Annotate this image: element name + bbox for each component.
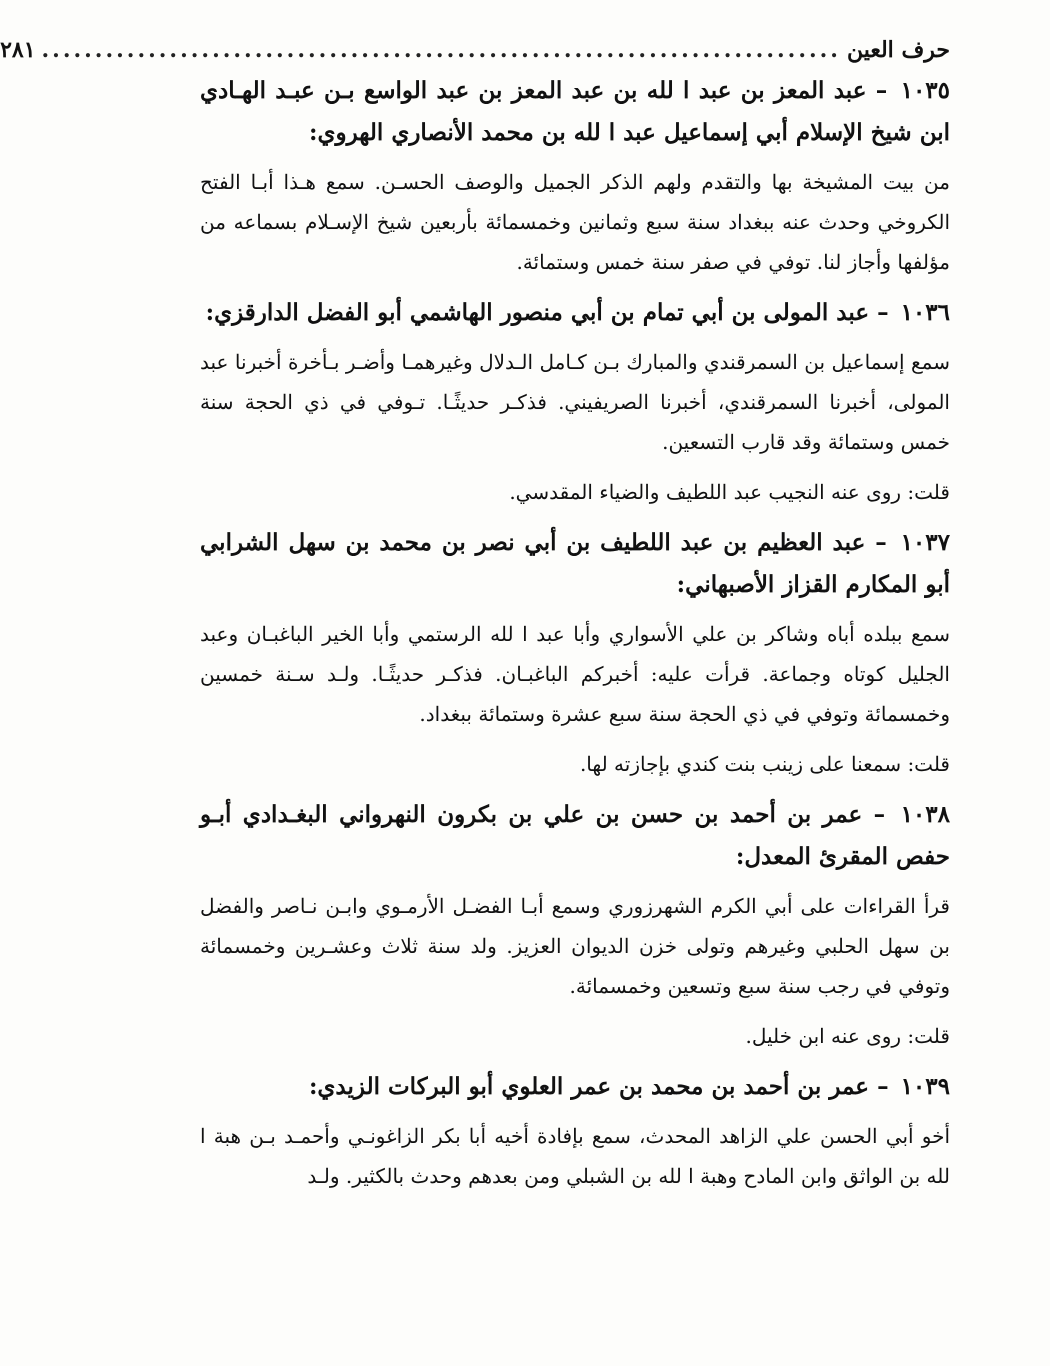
entry-1037 — [200, 522, 950, 784]
page-number: ٢٨١ — [0, 37, 36, 63]
page-header — [0, 30, 950, 70]
entry-1036 — [200, 292, 950, 512]
entry-note: قلت: روى عنه ابن خليل. — [745, 1024, 950, 1048]
entry-title — [200, 70, 950, 154]
entry-body: قرأ القراءات على أبي الكرم الشهرزوري وسمع أبـا الفضـل الأرمـوي وابـن نـاصر والفضل بن سهل الحلبي وغيرهم وتولى خزن الديوان العزيز. ولد سنة ثلاث وعشـرين وخمسمائة وتوفي في رجب سنة سبع وتسعين وخمسمائة. — [200, 894, 950, 998]
entry-body: أخو أبي الحسن علي الزاهد المحدث، سمع بإفادة أخيه أبا بكر الزاغونـي وأحمـد بـن هبة ا لله بن الواثق وابن المادح وهبة ا لله بن الشبلي ومن بعدهم وحدث بالكثير. ولـد — [200, 1124, 950, 1188]
entry-name: عمر بن أحمد بن محمد بن عمر العلوي أبو البركات الزيدي: — [308, 1073, 870, 1100]
entry-note: قلت: سمعنا على زينب بنت كندي بإجازته لها. — [579, 752, 950, 776]
entry-separator: – — [875, 77, 888, 104]
entry-separator: – — [875, 529, 887, 556]
entry-note: قلت: روى عنه النجيب عبد اللطيف والضياء المقدسي. — [509, 480, 950, 504]
entry-body: من بيت المشيخة بها والتقدم ولهم الذكر الجميل والوصف الحسـن. سمع هـذا أبـا الفتح الكروخي وحدث عنه ببغداد سنة سبع وثمانين وخمسمائة بأربعين شيخ الإسـلام بسماعه من مؤلفها وأجاز لنا. توفي في صفر سنة خمس وستمائة. — [200, 170, 950, 274]
entry-body: سمع ببلده أباه وشاكر بن علي الأسواري وأبا عبد ا لله الرستمي وأبا الخير الباغبـان وعبد الجليل كوتاه وجماعة. قرأت عليه: أخبركم الباغبـان. فذكـر حديثًـا. ولـد سـنة خمسين وخمسمائة وتوفي في ذي الحجة سنة سبع عشرة وستمائة ببغداد. — [200, 622, 950, 726]
entry-separator: – — [877, 1073, 889, 1100]
header-dot-leader: ........................................................................... — [41, 37, 841, 63]
entry-number: ١٠٣٥ — [900, 77, 951, 104]
entry-number: ١٠٣٧ — [900, 529, 950, 556]
entry-number: ١٠٣٩ — [900, 1073, 950, 1100]
entry-number: ١٠٣٦ — [900, 299, 950, 326]
document-page — [0, 30, 951, 1336]
entry-1038 — [200, 794, 950, 1056]
entry-title — [200, 292, 950, 334]
entry-separator: – — [873, 801, 886, 828]
entry-name: عبد العظيم بن عبد اللطيف بن أبي نصر بن محمد بن سهل الشرابي أبو المكارم القزاز الأصبهاني: — [200, 529, 950, 598]
entry-1039 — [200, 1066, 950, 1196]
entry-name: عمر بن أحمد بن حسن بن علي بن بكرون النهرواني البغـدادي أبـو حفص المقرئ المعدل: — [200, 801, 950, 870]
entry-separator: – — [877, 299, 889, 326]
entry-body: سمع إسماعيل بن السمرقندي والمبارك بـن كـامل الـدلال وغيرهمـا وأضـر بـأخرة أخبرنا عبد المولى، أخبرنا السمرقندي، أخبرنا الصريفيني. فذكـر حديثًـا. تـوفي في ذي الحجة سنة خمس وستمائة وقد قارب التسعين. — [200, 350, 950, 454]
entry-title — [200, 1066, 950, 1108]
chapter-title: حرف العين — [846, 37, 950, 63]
entry-1035 — [200, 70, 950, 282]
entry-number: ١٠٣٨ — [900, 801, 950, 828]
entry-name: عبد المولى بن أبي تمام بن أبي منصور الهاشمي أبو الفضل الدارقزي: — [205, 299, 870, 326]
entry-name: عبد المعز بن عبد ا لله بن عبد المعز بن عبد الواسع بـن عبـد الهـادي ابن شيخ الإسلام أبي إسماعيل عبد ا لله بن محمد الأنصاري الهروي: — [200, 77, 950, 146]
entry-title — [200, 522, 950, 606]
entry-title — [200, 794, 950, 878]
